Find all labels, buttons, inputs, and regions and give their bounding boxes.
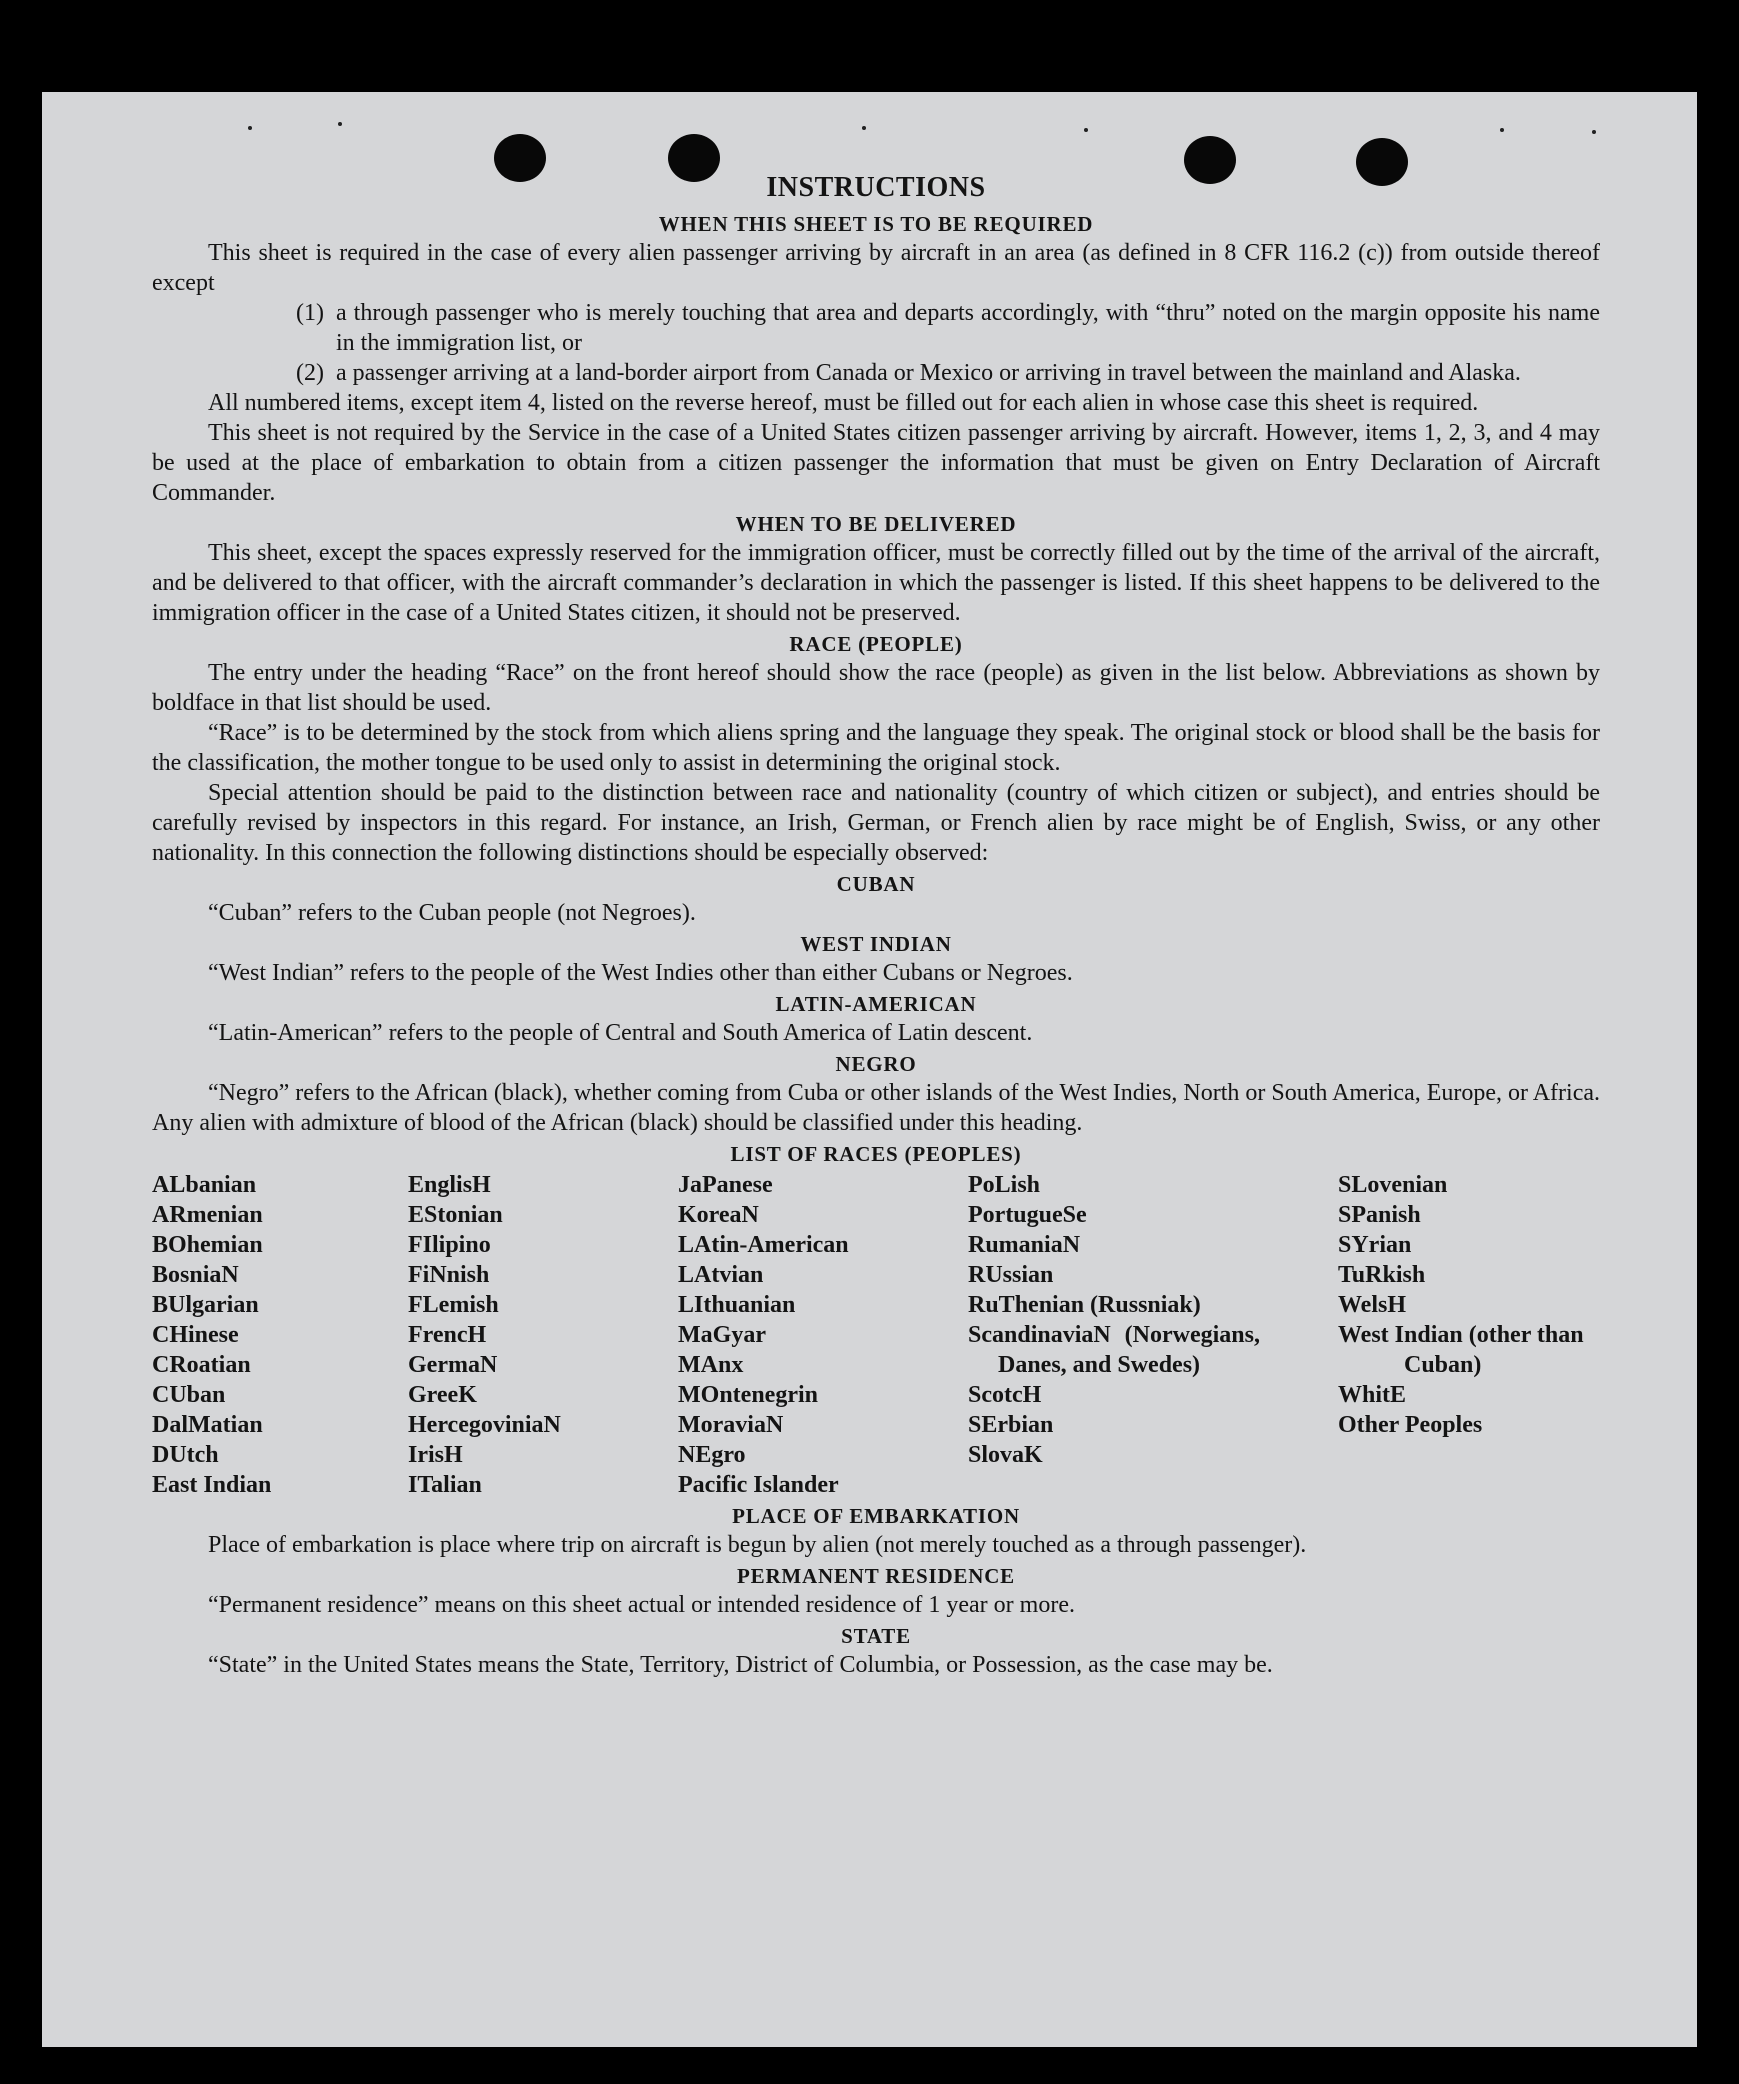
race-entry: CRoatian bbox=[152, 1352, 251, 1378]
race-entry: KoreaN bbox=[678, 1202, 759, 1228]
race-entry: ALbanian bbox=[152, 1172, 257, 1198]
race-entry: RumaniaN bbox=[968, 1232, 1081, 1258]
race-entry: LAtvian bbox=[678, 1262, 764, 1288]
race-entry: GreeK bbox=[408, 1382, 477, 1408]
paragraph: This sheet is required in the case of every alien passenger arriving by aircraft in an area (as defined in 8 CFR 116.2 (c)) from outside thereof except bbox=[152, 240, 1600, 296]
race-entry: SLovenian bbox=[1338, 1172, 1448, 1198]
paragraph: “State” in the United States means the State, Territory, District of Columbia, or Possession, as the case may be. bbox=[208, 1652, 1273, 1678]
race-entry: JaPanese bbox=[678, 1172, 773, 1198]
race-entry: East Indian bbox=[152, 1472, 272, 1498]
races-column bbox=[968, 1170, 1260, 1500]
race-entry: PoLish bbox=[968, 1172, 1041, 1198]
race-entry: MaGyar bbox=[678, 1322, 766, 1348]
races-column bbox=[1338, 1170, 1600, 1500]
race-entry: IrisH bbox=[408, 1442, 463, 1468]
race-entry: LIthuanian bbox=[678, 1292, 796, 1318]
speck bbox=[1500, 128, 1504, 132]
paragraph: “Negro” refers to the African (black), whether coming from Cuba or other islands of the West Indies, North or South America, Europe, or Africa. Any alien with admixture of blood of the African (black) should be classified under this heading. bbox=[152, 1080, 1600, 1136]
race-entry: SYrian bbox=[1338, 1232, 1412, 1258]
document-sheet bbox=[42, 92, 1697, 2047]
section-heading: NEGRO bbox=[835, 1052, 917, 1076]
race-entry: FLemish bbox=[408, 1292, 499, 1318]
race-entry: RuThenian (Russniak) bbox=[968, 1292, 1201, 1318]
races-column bbox=[152, 1170, 408, 1500]
paragraph: “Cuban” refers to the Cuban people (not Negroes). bbox=[208, 900, 696, 926]
item-text: a passenger arriving at a land-border airport from Canada or Mexico or arriving in travel between the mainland and Alaska. bbox=[336, 360, 1521, 386]
list-item bbox=[152, 298, 1600, 358]
section-heading: RACE (PEOPLE) bbox=[789, 632, 963, 656]
item-number: (1) bbox=[296, 300, 324, 326]
race-entry: DUtch bbox=[152, 1442, 219, 1468]
race-entry: GermaN bbox=[408, 1352, 498, 1378]
item-number: (2) bbox=[296, 360, 324, 386]
race-entry: SlovaK bbox=[968, 1442, 1043, 1468]
race-entry: FiNnish bbox=[408, 1262, 490, 1288]
race-entry: West Indian (other than Cuban) bbox=[1338, 1322, 1584, 1378]
races-column bbox=[678, 1170, 968, 1500]
race-entry: FIlipino bbox=[408, 1232, 491, 1258]
race-entry: RUssian bbox=[968, 1262, 1054, 1288]
paragraph: “Latin-American” refers to the people of Central and South America of Latin descent. bbox=[208, 1020, 1033, 1046]
race-entry: MOntenegrin bbox=[678, 1382, 818, 1408]
race-entry: BUlgarian bbox=[152, 1292, 259, 1318]
paragraph: This sheet is not required by the Service in the case of a United States citizen passenger arriving by aircraft. However, items 1, 2, 3, and 4 may be used at the place of embarkation to obtain from a citizen passenger the information that must be given on Entry Declaration of Aircraft Commander. bbox=[152, 420, 1600, 506]
speck bbox=[1084, 128, 1088, 132]
race-entry: Other Peoples bbox=[1338, 1412, 1483, 1438]
paragraph: The entry under the heading “Race” on the front hereof should show the race (people) as given in the list below. Abbreviations as shown by boldface in that list should be used. bbox=[152, 660, 1600, 716]
race-entry: WelsH bbox=[1338, 1292, 1407, 1318]
speck bbox=[338, 122, 342, 126]
race-entry: HercegoviniaN bbox=[408, 1412, 561, 1438]
race-entry: SPanish bbox=[1338, 1202, 1421, 1228]
race-entry: PortugueSe bbox=[968, 1202, 1087, 1228]
race-entry: ScotcH bbox=[968, 1382, 1042, 1408]
race-entry: BosniaN bbox=[152, 1262, 239, 1288]
race-entry: MAnx bbox=[678, 1352, 744, 1378]
race-entry: EStonian bbox=[408, 1202, 503, 1228]
race-entry: MoraviaN bbox=[678, 1412, 784, 1438]
race-entry: FrencH bbox=[408, 1322, 487, 1348]
section-heading: PERMANENT RESIDENCE bbox=[737, 1564, 1015, 1588]
instructions-content bbox=[152, 168, 1600, 1680]
speck bbox=[1592, 130, 1596, 134]
race-entry: ARmenian bbox=[152, 1202, 263, 1228]
races-column bbox=[408, 1170, 678, 1500]
race-entry: CHinese bbox=[152, 1322, 239, 1348]
item-text: a through passenger who is merely touching that area and departs accordingly, with “thru” noted on the margin opposite his name in the immigration list, or bbox=[336, 300, 1600, 356]
section-heading: CUBAN bbox=[836, 872, 916, 896]
paragraph: All numbered items, except item 4, listed on the reverse hereof, must be filled out for each alien in whose case this sheet is required. bbox=[208, 390, 1479, 416]
speck bbox=[248, 126, 252, 130]
paragraph: Place of embarkation is place where trip on aircraft is begun by alien (not merely touched as a through passenger). bbox=[208, 1532, 1307, 1558]
section-heading: WHEN THIS SHEET IS TO BE REQUIRED bbox=[658, 212, 1094, 236]
list-item bbox=[152, 358, 1600, 388]
section-heading: STATE bbox=[841, 1624, 911, 1648]
paragraph: Special attention should be paid to the distinction between race and nationality (country of which citizen or subject), and entries should be carefully revised by inspectors in this regard. For instance, an Irish, German, or French alien by race might be of English, Swiss, or any other nationality. In this connection the following distinctions should be especially observed: bbox=[152, 780, 1600, 866]
races-list bbox=[152, 1170, 1600, 1500]
speck bbox=[862, 126, 866, 130]
section-heading: WHEN TO BE DELIVERED bbox=[735, 512, 1017, 536]
section-heading: PLACE OF EMBARKATION bbox=[732, 1504, 1020, 1528]
race-entry: CUban bbox=[152, 1382, 226, 1408]
race-entry: Pacific Islander bbox=[678, 1472, 839, 1498]
race-entry: NEgro bbox=[678, 1442, 746, 1468]
paragraph: This sheet, except the spaces expressly reserved for the immigration officer, must be correctly filled out by the time of the arrival of the aircraft, and be delivered to that officer, with the aircraft commander’s declaration in which the passenger is listed. If this sheet happens to be delivered to the immigration officer in the case of a United States citizen, it should not be preserved. bbox=[152, 540, 1600, 626]
paragraph: “Race” is to be determined by the stock from which aliens spring and the language they speak. The original stock or blood shall be the basis for the classification, the mother tongue to be used only to assist in determining the original stock. bbox=[152, 720, 1600, 776]
race-entry: WhitE bbox=[1338, 1382, 1407, 1408]
paragraph: “West Indian” refers to the people of the West Indies other than either Cubans or Negroes. bbox=[208, 960, 1073, 986]
race-entry: LAtin-American bbox=[678, 1232, 849, 1258]
page-title: INSTRUCTIONS bbox=[766, 172, 986, 203]
section-heading: LIST OF RACES (PEOPLES) bbox=[730, 1142, 1022, 1166]
section-heading: LATIN-AMERICAN bbox=[775, 992, 977, 1016]
race-entry: SErbian bbox=[968, 1412, 1054, 1438]
race-entry: DalMatian bbox=[152, 1412, 263, 1438]
race-entry: ITalian bbox=[408, 1472, 482, 1498]
race-entry: BOhemian bbox=[152, 1232, 263, 1258]
race-entry: EnglisH bbox=[408, 1172, 491, 1198]
race-entry: TuRkish bbox=[1338, 1262, 1426, 1288]
section-heading: WEST INDIAN bbox=[800, 932, 952, 956]
paragraph: “Permanent residence” means on this sheet actual or intended residence of 1 year or more. bbox=[208, 1592, 1075, 1618]
race-entry: ScandinaviaN (Norwegians, Danes, and Swedes) bbox=[968, 1322, 1260, 1378]
